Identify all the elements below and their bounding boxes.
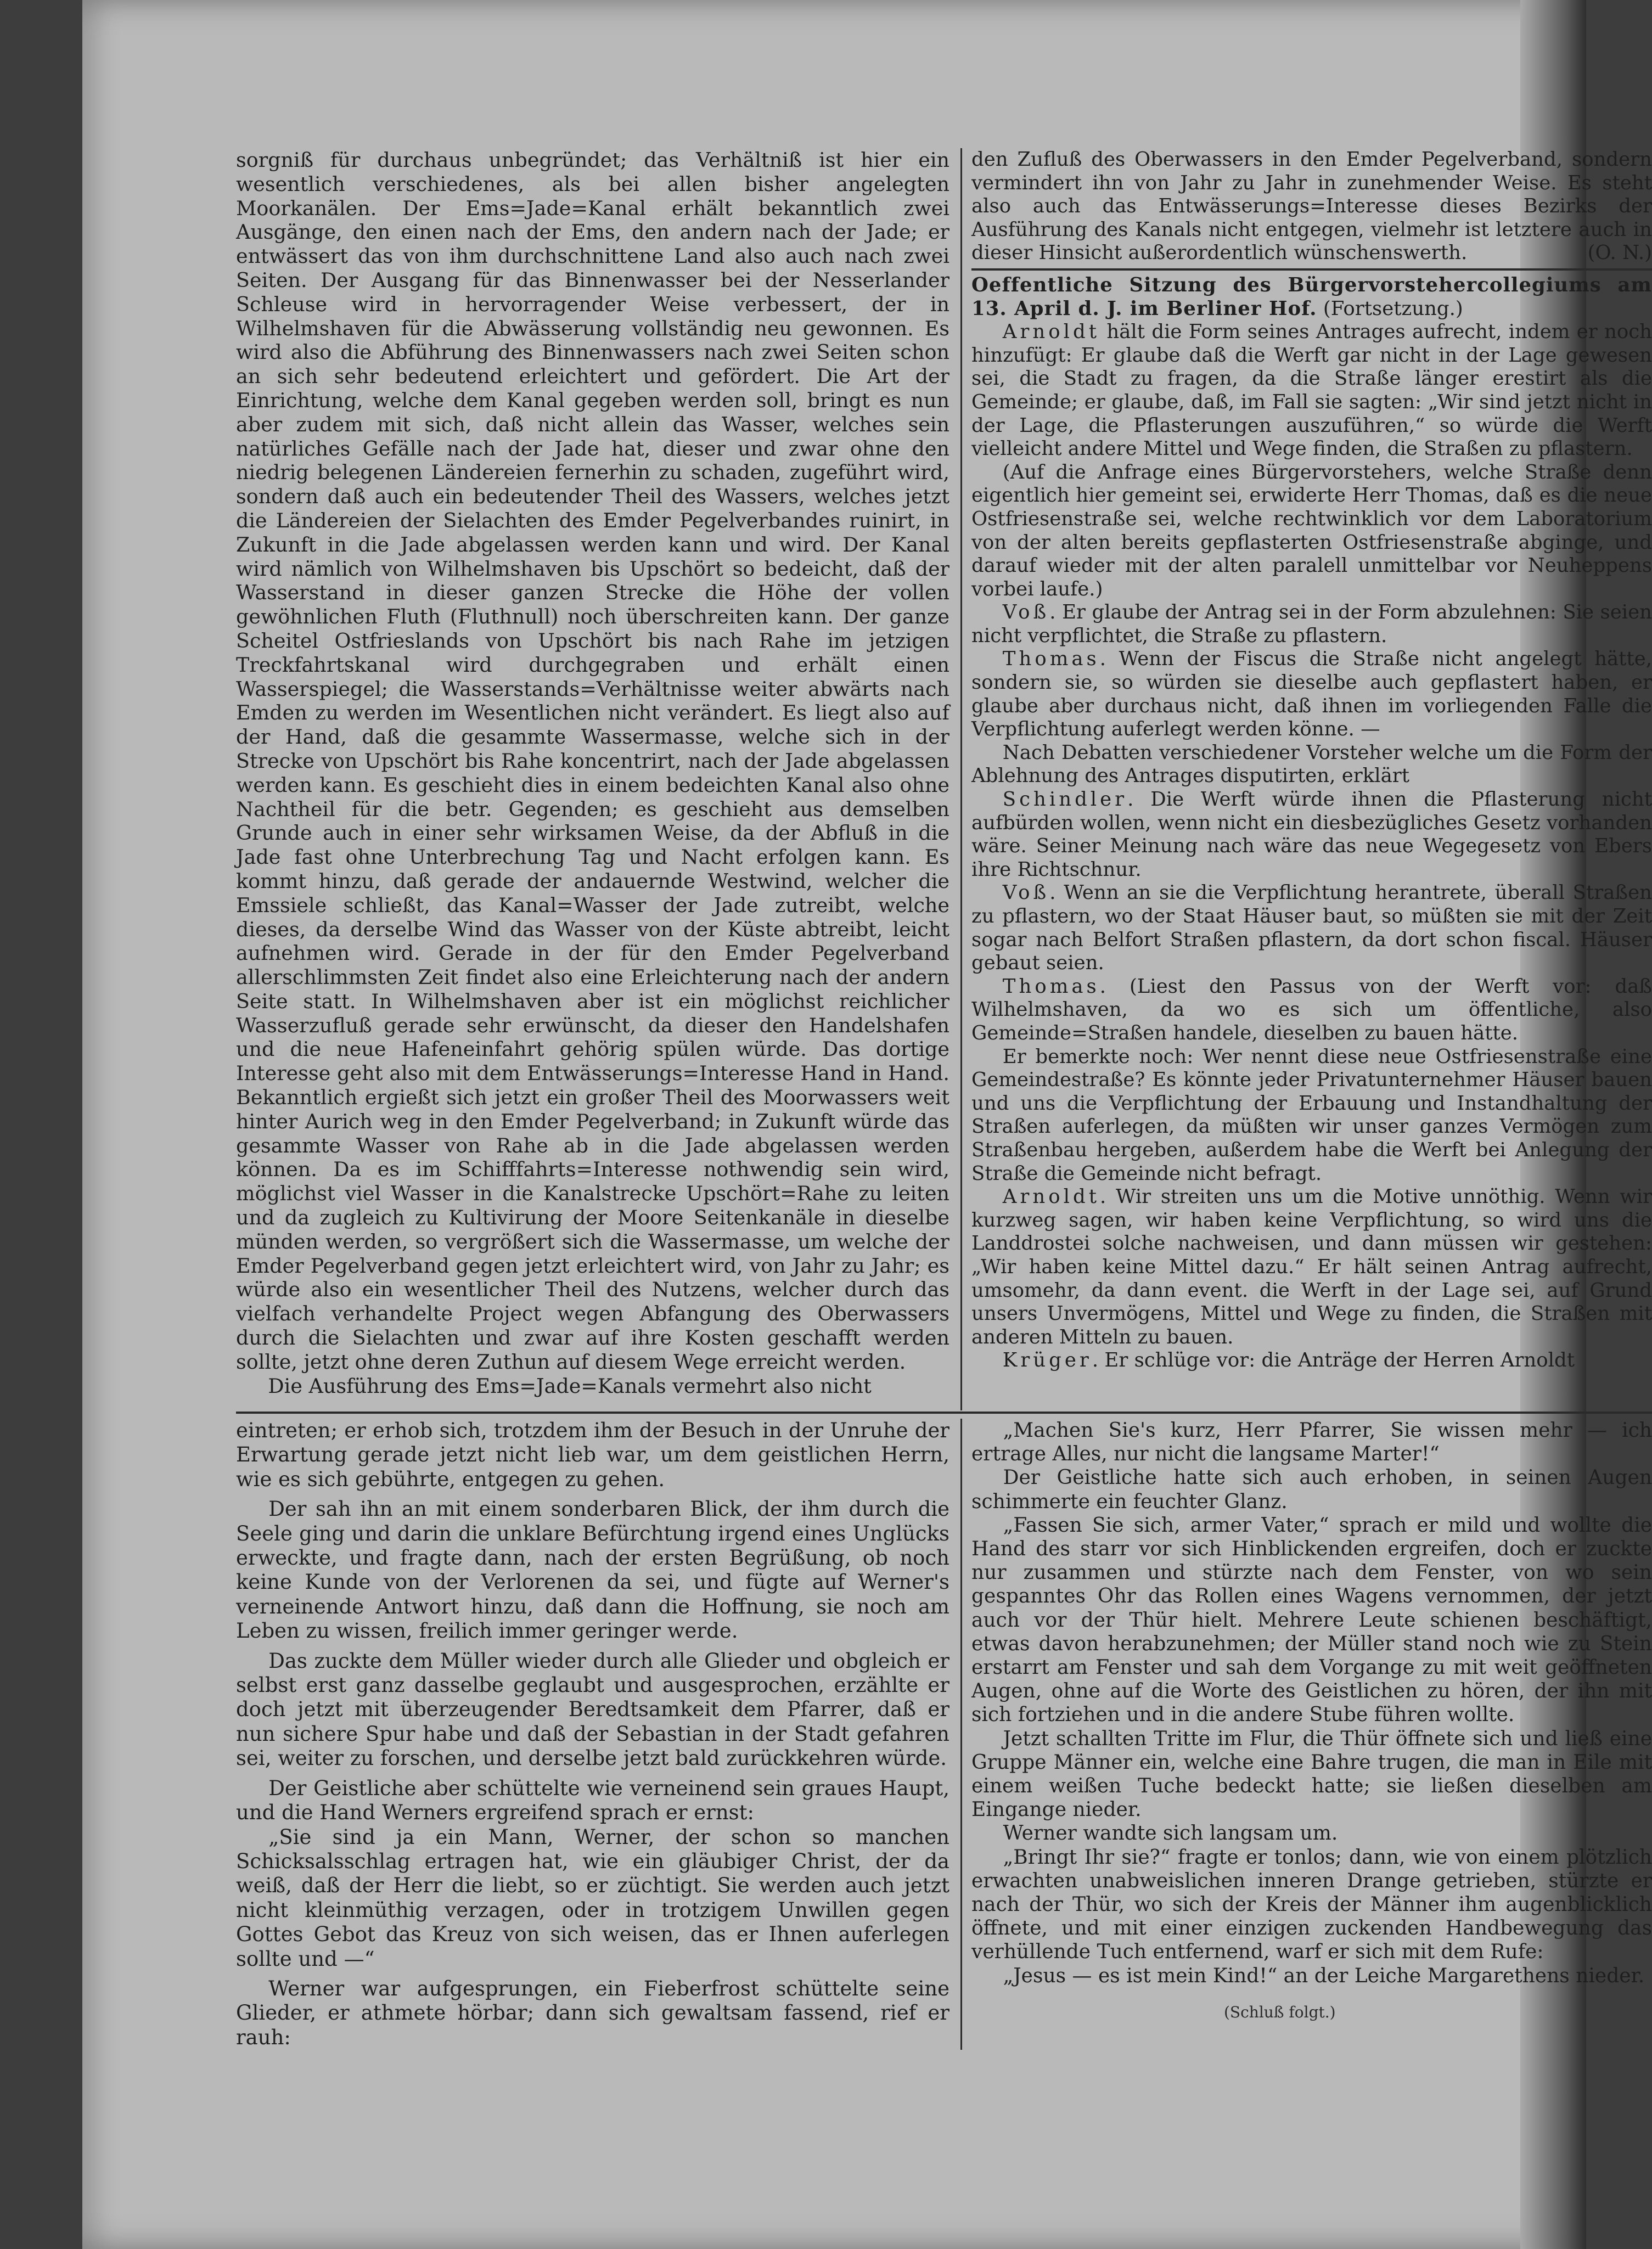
council-paragraph xyxy=(971,1045,1652,1186)
speaker-name: Krüger xyxy=(1002,1349,1092,1372)
council-heading: Oeffentliche Sitzung des Bürgervorstehercollegiums am 13. April d. J. im Berliner Hof. xyxy=(971,273,1652,320)
speech-text: . Er schlüge vor: die Anträge der Herren Arnoldt xyxy=(1092,1349,1575,1372)
canal-paragraph: sorgniß für durchaus unbegründet; das Verhältniß ist hier ein wesentlich verschiedenes, als bei allen bisher angelegten Moorkanälen. Der Ems=Jade=Kanal erhält bekanntlich zwei Ausgänge, den einen nach der Ems, den andern nach der Jade; er entwässert das von ihm durchschnittene Land also auch nach zwei Seiten. Der Ausgang für das Binnenwasser bei der Nesserlander Schleuse wird in hervorragender Weise verbessert, der in Wilhelmshaven für die Abwässerung vollständig neu gewonnen. Es wird also die Abführung des Binnenwassers nach zwei Seiten schon an sich sehr bedeutend erleichtert und gefördert. Die Art der Einrichtung, welche dem Kanal gegeben werden soll, bringt es nun aber zudem mit sich, daß nicht allein das Wasser, welches sein natürliches Gefälle nach der Jade hat, dieser und zwar ohne den niedrig belegenen Ländereien fernerhin zu schaden, zugeführt wird, sondern daß auch ein bedeutender Theil des Wassers, welches jetzt die Ländereien der Sielachten des Emder Pegelverbandes ruinirt, in Zukunft in die Jade abgelassen werden kann und wird. Der Kanal wird nämlich von Wilhelmshaven bis Upschört so bedeicht, daß der Wasserstand in dieser ganzen Strecke die Höhe der vollen gewöhnlichen Fluth (Fluthnull) noch überschreiten kann. Der ganze Scheitel Ostfrieslands von Upschört bis nach Rahe im jetzigen Treckfahrtskanal wird durchgegraben und erhält einen Wasserspiegel; die Wasserstands=Verhältnisse weiter abwärts nach Emden zu werden im Wesentlichen nicht verändert. Es liegt also auf der Hand, daß die gesammte Wassermasse, welche sich in der Strecke von Upschört bis Rahe koncentrirt, nach der Jade abgelassen werden kann. Es geschieht dies in einem bedeichten Kanal also ohne Nachtheil für die betr. Gegenden; es geschieht aus demselben Grunde auch in einer sehr wirksamen Weise, da der Abfluß in die Jade fast ohne Unterbrechung Tag und Nacht erfolgen kann. Es kommt hinzu, daß gerade der andauernde Westwind, welcher die Emssiele schließt, das Kanal=Wasser der Jade zutreibt, welche dieses, da derselbe Wind das Wasser von der Küste abtreibt, leicht aufnehmen wird. Gerade in der für den Emder Pegelverband allerschlimmsten Zeit findet also eine Erleichterung nach der andern Seite statt. In Wilhelmshaven aber ist ein möglichst reichlicher Wasserzufluß gerade sehr erwünscht, da dieser den Handelshafen und die neue Hafeneinfahrt gehörig spülen würde. Das dortige Interesse geht also mit dem Entwässerungs=Interesse Hand in Hand. Bekanntlich ergießt sich jetzt ein großer Theil des Moorwassers weit hinter Aurich weg in den Emder Pegelverband; in Zukunft würde das gesammte Wasser von Rahe ab in die Jade abgelassen werden können. Da es im Schifffahrts=Interesse nothwendig sein wird, möglichst viel Wasser in die Kanalstrecke Upschört=Rahe zu leiten und da zugleich zu Kultivirung der Moore Seitenkanäle in dieselbe münden werden, so vergrößert sich die Wassermasse, um welche der Emder Pegelverband gegen jetzt erleichtert wird, von Jahr zu Jahr; es würde also ein wesentlicher Theil des Nutzens, welcher durch das vielfach verhandelte Project wegen Abfangung des Oberwassers durch die Sielachten und zwar auf ihre Kosten geschafft werden sollte, jetzt ohne deren Zuthun auf diesem Wege erreicht werden. xyxy=(236,148,949,1374)
story-paragraph: Jetzt schallten Tritte im Flur, die Thür öffnete sich und ließ eine Gruppe Männer ein, welche eine Bahre trugen, die man in Eile mit einem weißen Tuche bedeckt hatte; sie ließen dieselben am Eingange nieder. xyxy=(971,1727,1652,1821)
speech-text: . Die Werft würde ihnen die Pflasterung nicht aufbürden wollen, wenn nicht ein diesbezügliches Gesetz vorhanden wäre. Seiner Meinung nach wäre das neue Wegegesetz von Ebers ihre Richtschnur. xyxy=(971,788,1652,881)
council-paragraph xyxy=(971,601,1652,648)
source-note: (O. N.) xyxy=(1587,241,1652,265)
council-paragraph xyxy=(971,788,1652,881)
story-paragraph: „Sie sind ja ein Mann, Werner, der schon so manchen Schicksalsschlag ertragen hat, wie ein gläubiger Christ, der da weiß, daß der Herr die liebt, so er züchtigt. Sie werden auch jetzt nicht kleinmüthig verzagen, oder in trotzigem Unwillen gegen Gottes Gebot das Kreuz von sich weisen, das er Ihnen auferlegen sollte und —“ xyxy=(236,1825,949,1971)
speech-text: Er bemerkte noch: Wer nennt diese neue Ostfriesenstraße eine Gemeindestraße? Es könnte jeder Privatunternehmer Häuser bauen und uns die Verpflichtung der Erbauung und Instandhaltung der Straßen auferlegen, da müßten wir unser ganzes Vermögen zum Straßenbau hergeben, außerdem habe die Werft bei Anlegung der Straße die Gemeinde nicht befragt. xyxy=(971,1045,1652,1185)
section-rule xyxy=(971,268,1652,271)
speaker-name: Voß xyxy=(1002,881,1050,904)
speech-text: Nach Debatten verschiedener Vorsteher welche um die Form der Ablehnung des Antrages disputirten, erklärt xyxy=(971,741,1652,788)
story-paragraph: Werner war aufgesprungen, ein Fieberfrost schüttelte seine Glieder, er athmete hörbar; dann sich gewaltsam fassend, rief er rauh: xyxy=(236,1976,949,2049)
speaker-name: Schindler xyxy=(1002,788,1128,811)
council-paragraph xyxy=(971,741,1652,788)
council-paragraph xyxy=(971,1349,1652,1373)
council-paragraph xyxy=(971,881,1652,975)
speech-text: . (Liest den Passus von der Werft vor: daß Wilhelmshaven, da wo es sich um öffentliche, also Gemeinde=Straßen handele, dieselben zu bauen hätte. xyxy=(971,975,1652,1044)
canal-article-column xyxy=(236,148,949,1405)
column-divider-top xyxy=(960,148,962,1410)
story-paragraph: Werner wandte sich langsam um. xyxy=(1003,1822,1338,1845)
story-left-column xyxy=(236,1419,949,2050)
council-heading-note: (Fortsetzung.) xyxy=(1323,297,1463,320)
story-paragraph: Der sah ihn an mit einem sonderbaren Blick, der ihm durch die Seele ging und darin die unklare Befürchtung irgend eines Unglücks erweckte, und fragte dann, nach der ersten Begrüßung, ob noch keine Kunde von der Verlorenen da sei, und fügte auf Werner's verneinende Antwort hinzu, daß dann die Hoffnung, sie noch am Leben zu wissen, freilich immer geringer werde. xyxy=(236,1497,949,1643)
speaker-name: Voß xyxy=(1002,601,1050,624)
speech-text: . Wenn der Fiscus die Straße nicht angelegt hätte, sondern sie, so würden sie dieselbe auch gepflastert haben, er glaube aber durchaus nicht, daß ihnen im vorliegenden Falle die Verpflichtung auferlegt werden könne. — xyxy=(971,648,1652,741)
speaker-name: Thomas xyxy=(1002,648,1100,671)
council-paragraph xyxy=(971,461,1652,601)
speaker-name: Arnoldt xyxy=(1002,321,1100,344)
speech-text: hält die Form seines Antrages aufrecht, indem er noch hinzufügt: Er glaube daß die Werft gar nicht in der Lage gewesen sei, die Stadt zu fragen, da die Straße länger erestirt als die Gemeinde; er glaube, daß, im Fall sie sagten: „Wir sind jetzt nicht in der Lage, die Pflasterungen auszuführen,“ so würde die Werft vielleicht andere Mittel und Wege finden, die Straßen zu pflastern. xyxy=(971,321,1652,460)
story-paragraph: eintreten; er erhob sich, trotzdem ihm der Besuch in der Unruhe der Erwartung gerade jetzt nicht lieb war, um dem geistlichen Herrn, wie es sich gebührte, entgegen zu gehen. xyxy=(236,1419,949,1491)
canal-article-end: den Zufluß des Oberwassers in den Emder Pegelverband, sondern vermindert ihn von Jahr zu Jahr in zunehmender Weise. Es steht also auch das Entwässerungs=Interesse dieses Bezirks der Ausführung des Kanals nicht entgegen, vielmehr ist letztere auch in dieser Hinsicht außerordentlich wünschenswerth. xyxy=(971,148,1652,265)
council-article-column xyxy=(971,148,1652,1405)
continuation-note: (Schluß folgt.) xyxy=(1224,2003,1336,2021)
speech-text: (Auf die Anfrage eines Bürgervorstehers, welche Straße denn eigentlich hier gemeint sei, erwiderte Herr Thomas, daß es die neue Ostfriesenstraße sei, welche rechtwinklich vor dem Laboratorium von der alten bereits gepflasterten Ostfriesenstraße abginge, und darauf wieder mit der alten paralell unmittelbar vor Neuheppens vorbei laufe.) xyxy=(971,460,1652,600)
speech-text: . Wir streiten uns um die Motive unnöthig. Wenn wir kurzweg sagen, wir haben keine Verpflichtung, so wird uns die Landdrostei solche nachweisen, und dann müssen wir gestehen: „Wir haben keine Mittel dazu.“ Er hält seinen Antrag aufrecht, umsomehr, da dann event. die Werft in der Lage sei, auf Grund unsers Unvermögens, Mittel und Wege zu finden, die Straßen mit anderen Mitteln zu bauen. xyxy=(971,1185,1652,1348)
story-paragraph: „Bringt Ihr sie?“ fragte er tonlos; dann, wie von einem plötzlich erwachten unabweislichen inneren Drange getrieben, stürzte er nach der Thür, wo sich der Kreis der Männer ihm augenblicklich öffnete, und mit einer einzigen zuckenden Handbewegung das verhüllende Tuch entfernend, warf er sich mit dem Rufe: xyxy=(971,1846,1652,1964)
column-divider-bottom xyxy=(960,1419,962,2050)
story-paragraph: „Jesus — es ist mein Kind!“ an der Leiche Margarethens nieder. xyxy=(1003,1964,1645,1987)
newspaper-page xyxy=(82,0,1652,2249)
story-right-column xyxy=(971,1419,1652,2011)
council-paragraph xyxy=(971,648,1652,741)
story-paragraph: „Machen Sie's kurz, Herr Pfarrer, Sie wissen mehr — ich ertrage Alles, nur nicht die langsame Marter!“ xyxy=(971,1419,1652,1466)
council-paragraph xyxy=(971,321,1652,461)
story-paragraph: „Fassen Sie sich, armer Vater,“ sprach er mild und wollte die Hand des starr vor sich Hinblickenden ergreifen, doch er zuckte nur zusammen und stürzte nach dem Fenster, von wo sein gespanntes Ohr das Rollen eines Wagens vernommen, der jetzt auch vor der Thür hielt. Mehrere Leute schienen beschäftigt, etwas davon herabzunehmen; der Müller stand noch wie zu Stein erstarrt am Fenster und sah dem Vorgange zu mit weit geöffneten Augen, ohne auf die Worte des Geistlichen zu hören, der ihn mit sich fortziehen und in die andere Stube führen wollte. xyxy=(971,1514,1652,1727)
council-paragraph xyxy=(971,975,1652,1045)
speaker-name: Thomas xyxy=(1002,975,1100,998)
speaker-name: Arnoldt xyxy=(1002,1185,1100,1208)
council-paragraph xyxy=(971,1185,1652,1349)
canal-paragraph: Die Ausführung des Ems=Jade=Kanals vermehrt also nicht xyxy=(268,1374,872,1398)
story-paragraph: Der Geistliche hatte sich auch erhoben, in seinen Augen schimmerte ein feuchter Glanz. xyxy=(971,1466,1652,1513)
story-paragraph: Das zuckte dem Müller wieder durch alle Glieder und obgleich er selbst erst ganz dasselbe geglaubt und ausgesprochen, erzählte er doch jetzt mit überzeugender Beredtsamkeit dem Pfarrer, daß er nun sichere Spur habe und daß der Sebastian in der Stadt gefahren sei, weiter zu forschen, und derselbe jetzt bald zurückkehren würde. xyxy=(236,1649,949,1770)
horizontal-divider xyxy=(236,1412,1652,1414)
story-paragraph: Der Geistliche aber schüttelte wie verneinend sein graues Haupt, und die Hand Werners ergreifend sprach er ernst: xyxy=(236,1776,949,1825)
speech-text: . Wenn an sie die Verpflichtung herantrete, überall Straßen zu pflastern, wo der Staat Häuser baut, so müßten sie mit der Zeit sogar nach Belfort Straßen pflastern, da dort schon fiscal. Häuser gebaut seien. xyxy=(971,881,1652,975)
speech-text: . Er glaube der Antrag sei in der Form abzulehnen: Sie seien nicht verpflichtet, die Straße zu pflastern. xyxy=(971,601,1652,647)
